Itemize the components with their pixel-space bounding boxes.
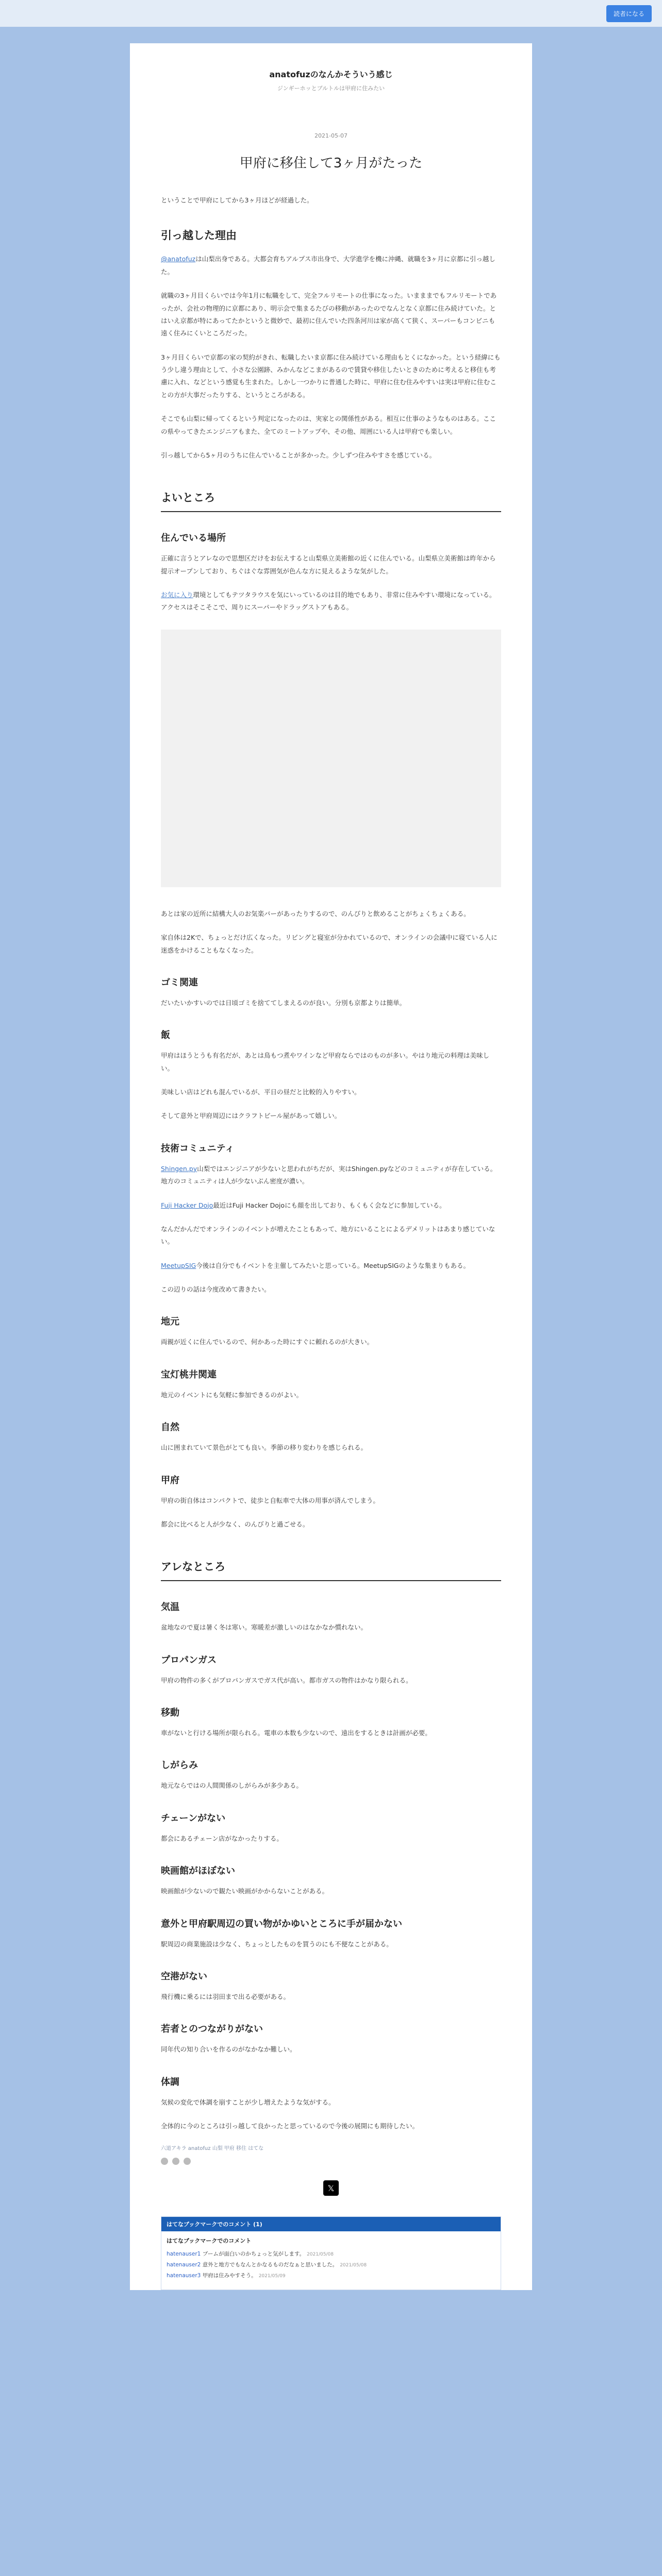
entry-intro: ということで甲府にしてから3ヶ月ほどが経過した。	[161, 196, 313, 204]
paragraph: 家自体は2Kで、ちょっとだけ広くなった。リビングと寝室が分かれているので、オンラインの会議中に寝ている人に迷惑をかけることもなくなった。	[161, 934, 498, 954]
paragraph: 都会に比べると人が少なく、のんびりと過ごせる。	[161, 1520, 309, 1528]
paragraph: 甲府の物件の多くがプロパンガスでガス代が高い。都市ガスの物件はかなり限られる。	[161, 1676, 412, 1684]
subsection-heading: 宝灯桃井関連	[161, 1369, 217, 1380]
paragraph: 両親が近くに住んでいるので、何かあった時にすぐに頼れるのが大きい。	[161, 1338, 374, 1346]
subsection-heading: 移動	[161, 1707, 179, 1718]
bookmark-user[interactable]: hatenauser1	[167, 2251, 201, 2258]
paragraph: 地元ならではの人間関係のしがらみが多少ある。	[161, 1782, 303, 1790]
inline-link[interactable]: @anatofuz	[161, 255, 196, 263]
subscribe-button[interactable]: 読者になる	[606, 5, 652, 22]
subsection-heading: 技術コミュニティ	[161, 1143, 235, 1154]
paragraph: 車がないと行ける場所が限られる。電車の本数も少ないので、遠出をするときは計画が必要。	[161, 1729, 432, 1737]
paragraph	[161, 1199, 501, 1212]
x-share-icon[interactable]: 𝕏	[323, 2180, 339, 2196]
inline-link[interactable]: Shingen.py	[161, 1164, 197, 1173]
paragraph: 盆地なので夏は暑く冬は寒い。寒暖差が激しいのはなかなか慣れない。	[161, 1623, 368, 1632]
paragraph-text: 今後は自分でもイベントを主催してみたいと思っている。MeetupSIGのような集まりもある。	[196, 1261, 470, 1269]
paragraph: そして意外と甲府周辺にはクラフトビール屋があって嬉しい。	[161, 1112, 341, 1120]
blog-header	[161, 43, 501, 112]
bookmark-comments	[161, 2216, 501, 2290]
bookmark-text: 意外と地方でもなんとかなるものだなぁと思いました。	[202, 2262, 338, 2268]
inline-link[interactable]: お気に入り	[161, 591, 193, 599]
content-container	[130, 43, 532, 2290]
paragraph: 甲府はほうとうも有名だが、あとは鳥もつ煮やワインなど甲府ならではのものが多い。やはり地元の料理は美味しい。	[161, 1052, 490, 1072]
paragraph: なんだかんだでオンラインのイベントが増えたこともあって、地方にいることによるデメリットはあまり感じていない。	[161, 1225, 495, 1246]
subsection-heading: 気温	[161, 1602, 179, 1613]
paragraph: 甲府の街自体はコンパクトで、徒歩と自転車で大体の用事が済んでしまう。	[161, 1496, 379, 1504]
bookmark-user[interactable]: hatenauser2	[167, 2262, 201, 2268]
paragraph: 映画館が少ないので観たい映画がかからないことがある。	[161, 1887, 329, 1895]
paragraph: 美味しい店はどれも混んでいるが、平日の昼だと比較的入りやすい。	[161, 1088, 361, 1096]
bookmark-header[interactable]: はてなブックマークでのコメント (1)	[161, 2217, 501, 2231]
subsection-heading: ゴミ関連	[161, 977, 198, 988]
inline-link[interactable]: Fuji Hacker Dojo	[161, 1201, 213, 1209]
global-header	[0, 0, 662, 27]
subsection-heading: 意外と甲府駅周辺の買い物がかゆいところに手が届かない	[161, 1918, 402, 1929]
entry-date[interactable]: 2021-05-07	[315, 132, 347, 139]
subsection-heading: 住んでいる場所	[161, 533, 226, 544]
paragraph: 3ヶ月目くらいで京都の家の契約がきれ、転職したいま京都に住み続けている理由もとくになかった。という経緯にもう少し違う理由として、小さな公園跡、みかんなどこまがあるので賃貸や移住したいときのために考えると移住も考慮に入れ、などという感覚も生まれた。しかし一つかりに普通した時に、甲府に住む住みやすいは実は甲府に住むことの方が大事だったりする、というところがある。	[161, 353, 501, 399]
blog-title[interactable]: anatofuzのなんかそういう感じ	[269, 70, 393, 79]
subsection-heading: しがらみ	[161, 1760, 198, 1771]
subsection-heading: 甲府	[161, 1475, 179, 1486]
paragraph: 山に囲まれていて景色がとても良い。季節の移り変わりを感じられる。	[161, 1444, 368, 1452]
subsection-heading: 若者とのつながりがない	[161, 2024, 263, 2035]
bookmark-text: ブームが面白いのかちょっと気がします。	[202, 2251, 305, 2258]
section-heading: 引っ越した理由	[161, 229, 237, 242]
subsection-heading: プロパンガス	[161, 1654, 217, 1666]
share-buttons	[161, 2158, 501, 2165]
inline-link[interactable]: MeetupSIG	[161, 1261, 196, 1269]
twitter-share-icon[interactable]	[184, 2158, 191, 2165]
subsection-heading: 体調	[161, 2076, 179, 2088]
paragraph: 就職の3ヶ月目くらいでは今年1月に転職をして、完全フルリモートの仕事になった。いまままでもフルリモートであったが、会社の物理的に京都にあり、明示会で集まるたびの移動があったのでなんとなく京都に住み続けていた。とはいえ京都が特にあってたかというと微妙で、最初に住んでいた四条河川は家が高くて狭く、スーパーもコンビニも遠く住みにくいところだった。	[161, 292, 497, 337]
paragraph-text: 環境としてもテツタラウスを気にいっているのは目的地でもあり、非常に住みやすい環境になっている。アクセスはそこそこで、周りにスーパーやドラッグストアもある。	[161, 591, 496, 612]
bookmark-date: 2021/05/08	[340, 2263, 367, 2268]
paragraph: そこでも山梨に帰ってくるという判定になったのは、実家との関係性がある。相互に仕事のようなものはある。ここの県やってきたエンジニアもまた、全てのミートアップや、その他、周囲にいる人は甲府でも楽しい。	[161, 415, 496, 435]
paragraph: 気候の変化で体調を崩すことが少し増えたような気がする。	[161, 2098, 335, 2106]
paragraph: 引っ越してから5ヶ月のうちに住んでいることが多かった。少しずつ住みやすさを感じている。	[161, 451, 436, 459]
subsection-heading: 地元	[161, 1316, 179, 1328]
paragraph: 地元のイベントにも気軽に参加できるのがよい。	[161, 1391, 303, 1399]
paragraph	[161, 1163, 501, 1188]
entry-closing: 全体的に今のところは引っ越して良かったと思っているので今後の展開にも期待したい。	[161, 2122, 419, 2130]
paragraph: だいたいかすいのでは日頃ゴミを捨ててしまえるのが良い。分別も京都よりは簡単。	[161, 998, 406, 1007]
paragraph: この辺りの話は今度改めて書きたい。	[161, 1285, 271, 1293]
section-heading: アレなところ	[161, 1558, 501, 1581]
bookmark-item	[167, 2261, 495, 2269]
subsection-heading: 飯	[161, 1030, 170, 1041]
bookmark-date: 2021/05/09	[258, 2273, 286, 2279]
paragraph-text: は山梨出身である。大都会育ちアルプス市出身で、大学進学を機に沖縄、就職を3ヶ月に京都に引っ越した。	[161, 255, 495, 276]
bookmark-item	[167, 2272, 495, 2280]
entry-footer[interactable]: 六道アキラ anatofuz 山梨 甲府 移住 はてな	[161, 2146, 264, 2152]
subsection-heading: 空港がない	[161, 1971, 207, 1982]
paragraph: あとは家の近所に結構大人のお気楽バーがあったりするので、のんびりと飲めることがちょくちょくある。	[161, 909, 470, 918]
paragraph: 同年代の知り合いを作るのがなかなか難しい。	[161, 2045, 296, 2054]
entry-sections	[161, 227, 501, 2109]
hatena-share-icon[interactable]	[161, 2158, 168, 2165]
bookmark-list	[161, 2250, 501, 2280]
section-heading: よいところ	[161, 489, 501, 512]
bookmark-item	[167, 2250, 495, 2259]
entry-title[interactable]: 甲府に移住して3ヶ月がたった	[239, 156, 423, 171]
bookmark-subheader: はてなブックマークでのコメント	[167, 2238, 252, 2245]
paragraph	[161, 589, 501, 614]
bookmark-text: 甲府は住みやすそう。	[202, 2272, 257, 2279]
paragraph	[161, 1260, 501, 1272]
blog-description: ジンギーホッとブルトルは甲府に住みたい	[277, 85, 385, 92]
paragraph	[161, 253, 501, 278]
subsection-heading: チェーンがない	[161, 1812, 226, 1824]
bookmark-user[interactable]: hatenauser3	[167, 2272, 201, 2279]
entry-body	[161, 194, 501, 2290]
paragraph: 正確に言うとアレなので思想区だけをお伝えすると山梨県立美術館の近くに住んでいる。山梨県立美術館は昨年から提示オープンしており、ちぐはぐな雰囲気が色んな方に見えるような気がした。	[161, 554, 496, 575]
subsection-heading: 自然	[161, 1422, 179, 1433]
facebook-share-icon[interactable]	[172, 2158, 179, 2165]
paragraph-text: 山梨ではエンジニアが少ないと思われがちだが、実はShingen.pyなどのコミュニティが存在している。地方のコミュニティは人が少ないぶん密度が濃い。	[161, 1164, 497, 1185]
paragraph: 駅周辺の商業施設は少なく、ちょっとしたものを買うのにも不便なことがある。	[161, 1940, 393, 1948]
paragraph: 飛行機に乗るには羽田まで出る必要がある。	[161, 1992, 290, 2001]
subsection-heading: 映画館がほぼない	[161, 1866, 235, 1877]
embedded-map[interactable]	[161, 630, 501, 887]
bookmark-date: 2021/05/08	[307, 2252, 334, 2258]
paragraph: 都会にあるチェーン店がなかったりする。	[161, 1834, 283, 1842]
paragraph-text: 最近はFuji Hacker Dojoにも顔を出しており、もくもく会などに参加している。	[213, 1201, 446, 1209]
